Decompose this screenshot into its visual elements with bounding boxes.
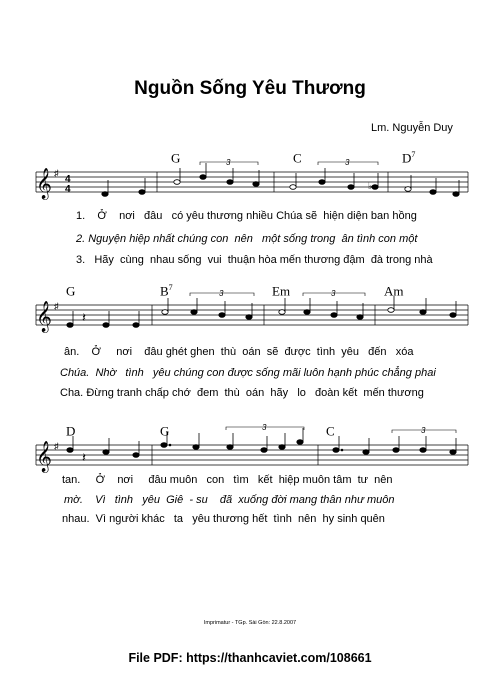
time-sig-top: 4 [65, 174, 71, 185]
key-signature-sharp: ♯ [54, 168, 59, 178]
pdf-link-footer[interactable]: File PDF: https://thanhcaviet.com/108661 [128, 651, 372, 665]
time-sig-bottom: 4 [65, 184, 71, 195]
song-title: Nguồn Sống Yêu Thương [134, 78, 366, 99]
chord-label: G [171, 150, 181, 166]
lyric-line-verse3: Cha. Đừng tranh chấp chớ đem thù oán hãy lo đoàn kết mến thương [60, 387, 424, 399]
triplet-marker: 3 [345, 158, 350, 167]
triplet-marker: 3 [331, 289, 336, 298]
chord-label: $D^7$ [402, 150, 416, 166]
chord-label: C [326, 423, 335, 439]
lyric-line-verse3: nhau. Vì người khác ta yêu thương hết tình nên hy sinh quên [62, 513, 385, 525]
lyric-line-verse1: 1. Ở nơi đâu có yêu thương nhiều Chúa sẽ hiện diện ban hồng [76, 210, 417, 222]
treble-clef-icon: 𝄞 [36, 441, 52, 472]
music-staff [0, 158, 500, 218]
music-staff [0, 291, 500, 351]
chord-label: Em [272, 283, 291, 299]
composer-credit: Lm. Nguyễn Duy [371, 122, 453, 134]
rest-icon: 𝄽 [82, 310, 86, 325]
triplet-marker: 3 [262, 423, 267, 432]
lyric-line-verse1: tan. Ở nơi đâu muôn con tìm kết hiệp muôn tâm tư nên [62, 474, 393, 486]
lyric-line-verse2: 2. Nguyện hiệp nhất chúng con nên một sống trong ân tình con một [76, 233, 418, 245]
chord-label: G [66, 283, 76, 299]
chord-label: $B^7$ [160, 283, 173, 299]
key-signature-sharp: ♯ [54, 301, 59, 311]
key-signature-sharp: ♯ [54, 441, 59, 451]
lyric-line-verse1: ân. Ở nơi đâu ghét ghen thù oán sẽ được tình yêu đến xóa [64, 346, 414, 358]
lyric-line-verse3: 3. Hãy cùng nhau sống vui thuận hòa mến thương đậm đà trong nhà [76, 254, 433, 266]
chord-label: G [160, 423, 170, 439]
chord-label: C [293, 150, 302, 166]
imprimatur-note: Imprimatur - TGp. Sài Gòn: 22.8.2007 [203, 620, 297, 626]
lyric-line-verse2: mờ. Vì tình yêu Giê - su đã xuống đời mang thân như muôn [64, 494, 395, 506]
treble-clef-icon: 𝄞 [36, 301, 52, 332]
chord-label: D [66, 423, 76, 439]
lyric-line-verse2: Chúa. Nhờ tình yêu chúng con được sống mãi luôn hạnh phúc chẳng phai [60, 367, 436, 379]
chord-label: Am [384, 283, 404, 299]
triplet-marker: 3 [421, 426, 426, 435]
triplet-marker: 3 [219, 289, 224, 298]
rest-icon: 𝄽 [82, 450, 86, 465]
treble-clef-icon: 𝄞 [36, 168, 52, 199]
triplet-marker: 3 [226, 158, 231, 167]
flat-accidental: ♭ [368, 181, 373, 191]
